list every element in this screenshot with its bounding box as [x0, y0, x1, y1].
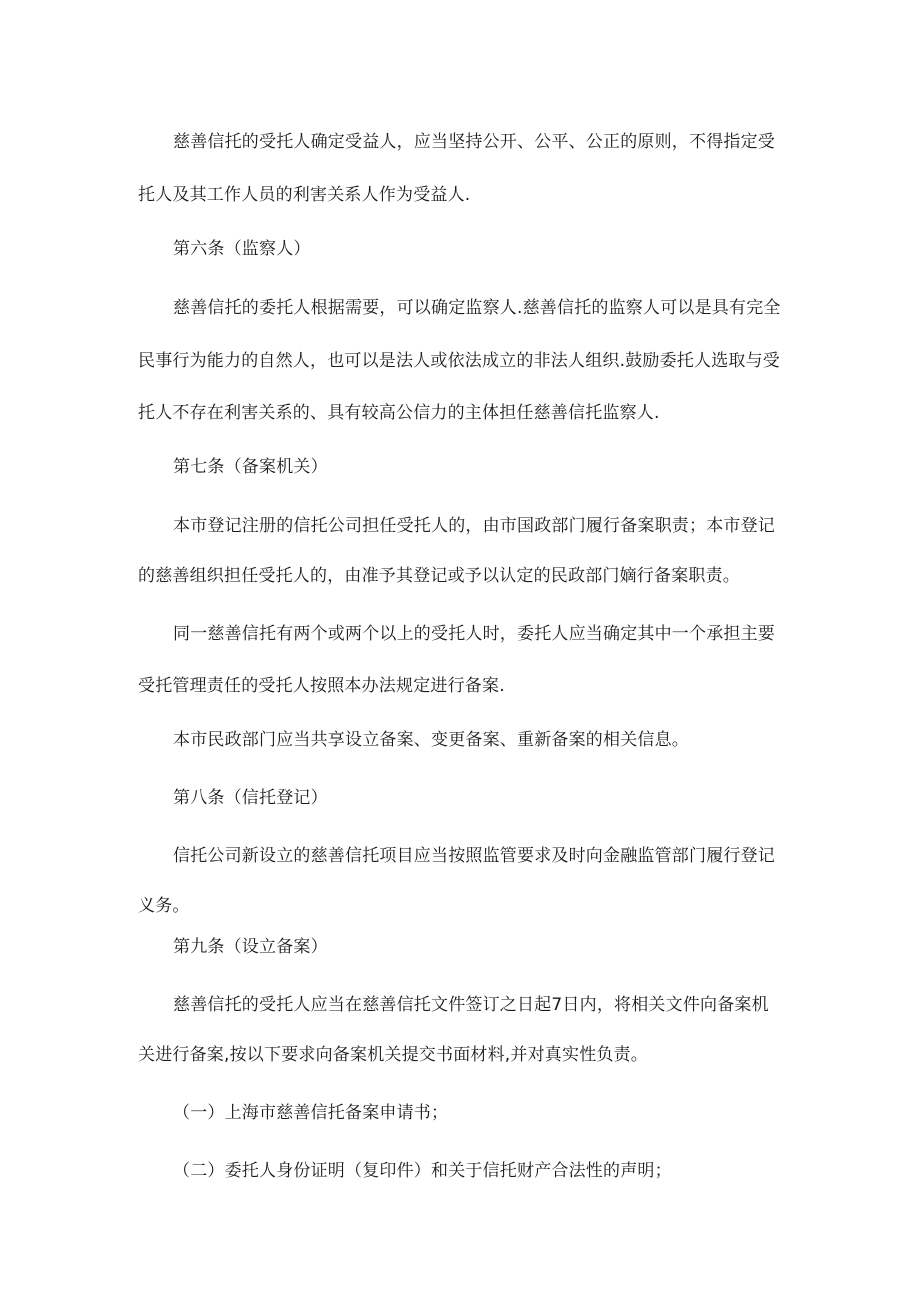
article-heading: 第九条（设立备案）: [173, 937, 328, 957]
paragraph-line: 的慈善组织担任受托人的，由准予其登记或予以认定的民政部门嫡行备案职责。: [138, 566, 740, 586]
paragraph-line: 慈善信托的受托人确定受益人，应当坚持公开、公平、公正的原则，不得指定受: [173, 132, 775, 152]
paragraph-line: 信托公司新设立的慈善信托项目应当按照监管要求及时向金融监管部门履行登记: [173, 846, 775, 866]
paragraph-line: 慈善信托的委托人根据需要，可以确定监察人.慈善信托的监察人可以是具有完全: [173, 298, 781, 318]
paragraph-line: 本市登记注册的信托公司担任受托人的，由市国政部门履行备案职责；本市登记: [173, 516, 775, 536]
article-heading: 第七条（备案机关）: [173, 457, 328, 477]
paragraph-line: 托人不存在利害关系的、具有较高公信力的主体担任慈善信托监察人.: [138, 403, 660, 423]
paragraph-line: 本市民政部门应当共享设立备案、变更备案、重新备案的相关信息。: [173, 730, 689, 750]
list-item: （一）上海市慈善信托备案申请书；: [173, 1103, 449, 1123]
paragraph-line: 民事行为能力的自然人，也可以是法人或依法成立的非法人组织.鼓励委托人选取与受: [138, 351, 781, 371]
paragraph-line: 同一慈善信托有两个或两个以上的受托人时，委托人应当确定其中一个承担主要: [173, 624, 775, 644]
paragraph-line: 关进行备案,按以下要求向备案机关提交书面材料,并对真实性负责。: [138, 1045, 649, 1065]
list-item: （二）委托人身份证明（复印件）和关于信托财产合法性的声明；: [173, 1161, 672, 1181]
article-heading: 第八条（信托登记）: [173, 788, 328, 808]
paragraph-line: 受托管理责任的受托人按照本办法规定进行备案.: [138, 676, 505, 696]
paragraph-line: 托人及其工作人员的利害关系人作为受益人.: [138, 185, 471, 205]
article-heading: 第六条（监察人）: [173, 239, 311, 259]
paragraph-line: 义务。: [138, 896, 190, 916]
paragraph-line: 慈善信托的受托人应当在慈善信托文件签订之日起7日内，将相关文件向备案机: [173, 995, 769, 1015]
